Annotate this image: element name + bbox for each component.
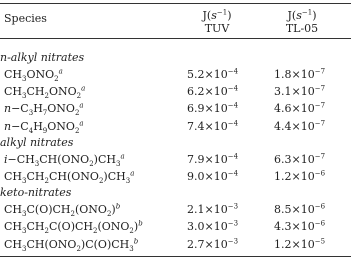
table-row	[0, 218, 351, 235]
table-row	[0, 201, 351, 218]
species-cell: $n-C_3H_7ONO_2^a$	[4, 101, 84, 118]
tuv-cell: $7.4\times 10^{-4}$	[187, 118, 239, 133]
tl05-cell: $1.8\times 10^{-7}$	[274, 67, 326, 81]
tuv-cell: $6.9\times 10^{-4}$	[187, 101, 239, 116]
tl05-cell: $4.4\times 10^{-7}$	[274, 118, 326, 133]
tuv-cell: $7.9\times 10^{-4}$	[187, 152, 239, 166]
tl05-cell: $3.1\times 10^{-7}$	[274, 84, 326, 99]
table-row	[0, 66, 351, 83]
table-row	[0, 151, 351, 168]
species-cell: $n-C_4H_9ONO_2^a$	[4, 118, 84, 135]
header-tuv-line1: $J(s^{-1})$	[202, 8, 232, 22]
tuv-cell: $6.2\times 10^{-4}$	[187, 84, 239, 99]
tl05-cell: $6.3\times 10^{-7}$	[274, 152, 326, 166]
tuv-cell: $5.2\times 10^{-4}$	[187, 67, 239, 81]
section-title: n-alkyl nitrates	[0, 51, 85, 64]
table-row	[0, 236, 351, 253]
header-tl05-line2: TL-05	[285, 22, 319, 35]
species-cell: $CH_3CH_2CH(ONO_2)CH_3^a$	[4, 169, 135, 186]
top-rule	[0, 3, 351, 4]
species-cell: $CH_3CH_2C(O)CH_2(ONO_2)^b$	[4, 219, 143, 236]
tuv-cell: $2.7\times 10^{-3}$	[187, 236, 239, 251]
tl05-cell: $4.6\times 10^{-7}$	[274, 101, 326, 116]
table-row	[0, 118, 351, 135]
bottom-rule	[0, 256, 351, 257]
table-row	[0, 100, 351, 117]
species-cell: $CH_3CH(ONO_2)C(O)CH_3^b$	[4, 236, 139, 253]
header-tl05	[262, 9, 342, 35]
species-cell: $i-CH_3CH(ONO_2)CH_3^a$	[4, 152, 125, 168]
tl05-cell: $1.2\times 10^{-5}$	[274, 236, 326, 251]
species-cell: $CH_3ONO_2^a$	[4, 67, 63, 84]
species-cell: $CH_3C(O)CH_2(ONO_2)^b$	[4, 202, 121, 219]
tuv-cell: $2.1\times 10^{-3}$	[187, 202, 239, 217]
table-body	[0, 50, 351, 253]
tl05-cell: $4.3\times 10^{-6}$	[274, 219, 326, 234]
table-row	[0, 168, 351, 185]
tl05-cell: $8.5\times 10^{-6}$	[274, 202, 326, 217]
tl05-cell: $1.2\times 10^{-6}$	[274, 169, 326, 183]
tuv-cell: $3.0\times 10^{-3}$	[187, 219, 239, 234]
section-title: alkyl nitrates	[0, 135, 74, 149]
species-cell: $CH_3CH_2ONO_2^a$	[4, 84, 86, 101]
section-title: keto-nitrates	[0, 186, 72, 200]
tuv-cell: $9.0\times 10^{-4}$	[187, 169, 239, 183]
header-tuv-line2: TUV	[204, 22, 230, 35]
table-row	[0, 83, 351, 100]
header-tl05-line1: $J(s^{-1})$	[287, 8, 317, 22]
header-rule	[0, 38, 351, 39]
header-tuv	[177, 9, 257, 35]
header-species: Species	[4, 12, 47, 25]
